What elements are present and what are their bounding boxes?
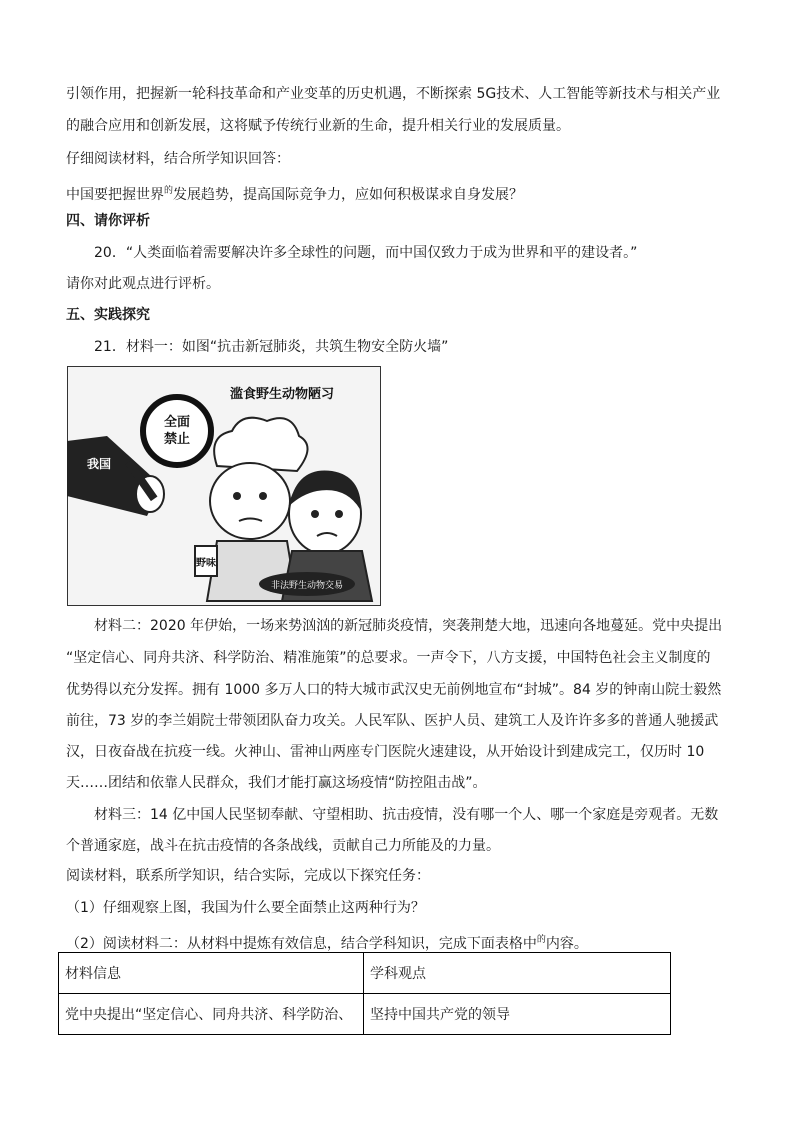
question-19-part: 发展趋势，提高国际竞争力，应如何积极谋求自身发展？ [173, 187, 524, 203]
info-table [58, 952, 671, 1035]
table-cell: 党中央提出“坚定信心、同舟共济、科学防治、 [59, 994, 364, 1035]
man-eye [311, 510, 319, 518]
table-row [59, 994, 671, 1035]
cartoon-banner-text: 滥食野生动物陋习 [229, 387, 335, 402]
paragraph-line: 的融合应用和创新发展，这将赋予传统行业新的生命，提升相关行业的发展质量。 [66, 118, 570, 134]
instruction-text: 仔细阅读材料，结合所学知识回答： [66, 151, 290, 167]
cartoon-image [67, 366, 381, 606]
sign-text-line1: 全面 [163, 415, 191, 430]
question-19-sup: 的 [164, 186, 174, 196]
task-2-part: （2）阅读材料二：从材料中提炼有效信息，结合学科知识，完成下面表格中 [66, 936, 537, 952]
pot-label: 野味 [196, 558, 216, 569]
prohibit-sign [143, 397, 211, 465]
paragraph-line: 材料二：2020 年伊始，一场来势汹汹的新冠肺炎疫情，突袭荆楚大地，迅速向各地蔓延。党中央提出 [94, 618, 723, 634]
paragraph-line: 材料三：14 亿中国人民坚韧奉献、守望相助、抗击疫情，没有哪一个人、哪一个家庭是旁观者。无数 [94, 807, 719, 823]
chef-face [210, 463, 290, 539]
question-21-material-1: 21．材料一：如图“抗击新冠肺炎，共筑生物安全防火墙” [94, 339, 449, 355]
man-eye [335, 510, 343, 518]
paragraph-line: 优势得以充分发挥。拥有 1000 多万人口的特大城市武汉史无前例地宣布“封城”。84 岁的钟南山院士毅然 [66, 682, 722, 698]
question-20: 20．“人类面临着需要解决许多全球性的问题，而中国仅致力于成为世界和平的建设者。” [94, 245, 638, 261]
paragraph-line: 天……团结和依靠人民群众，我们才能打赢这场疫情“防控阻击战”。 [66, 775, 487, 791]
question-20-prompt: 请你对此观点进行评析。 [66, 276, 220, 292]
table-cell: 坚持中国共产党的领导 [364, 994, 671, 1035]
question-19-part: 中国要把握世界 [66, 187, 164, 203]
chef-eye [259, 492, 267, 500]
task-2 [66, 930, 588, 954]
paragraph-line: 个普通家庭，战斗在抗击疫情的各条战线，贡献自己力所能及的力量。 [66, 838, 500, 854]
table-header-row [59, 953, 671, 994]
table-header-cell: 材料信息 [59, 953, 364, 994]
task-2-sup: 的 [536, 935, 546, 945]
sleeve-label: 我国 [87, 457, 112, 471]
paragraph-line: 汉，日夜奋战在抗疫一线。火神山、雷神山两座专门医院火速建设，从开始设计到建成完工，仅历时 10 [66, 744, 705, 760]
table-header-cell: 学科观点 [364, 953, 671, 994]
paragraph-line: 引领作用，把握新一轮科技革命和产业变革的历史机遇，不断探索 5G技术、人工智能等新技术与相关产业 [66, 86, 721, 102]
sign-text-line2: 禁止 [163, 432, 191, 447]
task-2-part: 内容。 [545, 936, 588, 952]
question-19 [66, 181, 523, 205]
task-intro: 阅读材料，联系所学知识，结合实际，完成以下探究任务： [66, 868, 430, 884]
section-heading-4: 四、请你评析 [66, 213, 150, 229]
chef-eye [233, 492, 241, 500]
trade-tag-text: 非法野生动物交易 [270, 581, 344, 591]
paragraph-line: “坚定信心、同舟共济、科学防治、精准施策”的总要求。一声令下，八方支援，中国特色社会主义制度的 [66, 650, 711, 666]
paragraph-line: 前往，73 岁的李兰娟院士带领团队奋力攻关。人民军队、医护人员、建筑工人及许许多多的普通人驰援武 [66, 713, 719, 729]
section-heading-5: 五、实践探究 [66, 307, 150, 323]
task-1: （1）仔细观察上图，我国为什么要全面禁止这两种行为？ [66, 900, 425, 916]
